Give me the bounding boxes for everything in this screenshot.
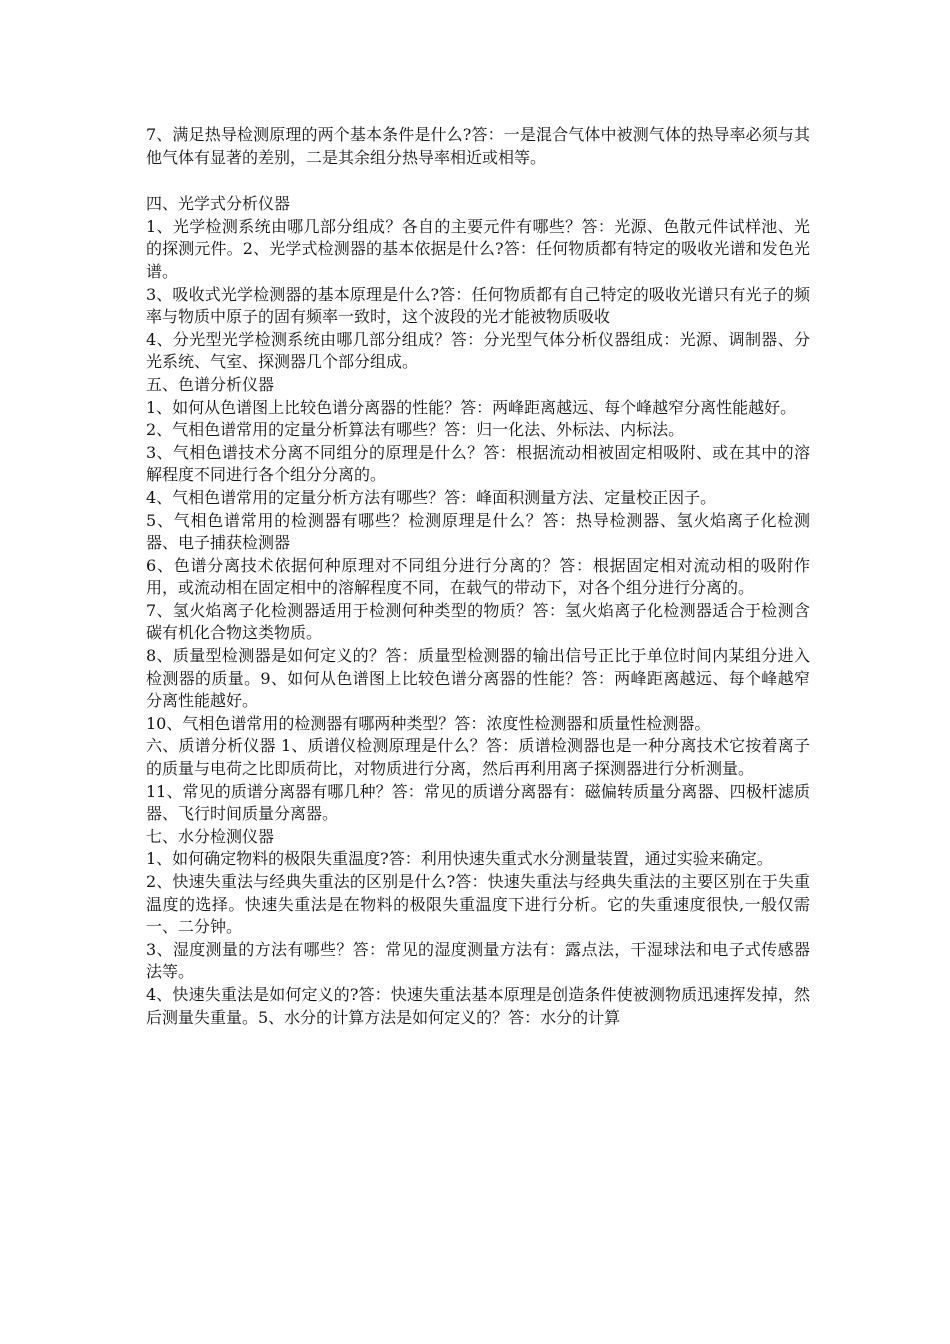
paragraph-q7-thermal: 7、满足热导检测原理的两个基本条件是什么?答：一是混合气体中被测气体的热导率必须与其他气体有显著的差别，二是其余组分热导率相近或相等。 [146, 125, 810, 167]
section-heading-chromatography: 五、色谱分析仪器 [146, 374, 275, 394]
paragraph-chroma-q8-q9: 8、质量型检测器是如何定义的？答：质量型检测器的输出信号正比于单位时间内某组分进入检测器的质量。9、如何从色谱图上比较色谱分离器的性能？答：两峰距离越远、每个峰越窄分离性能越好。 [146, 646, 810, 711]
paragraph-chroma-q6: 6、色谱分离技术依据何种原理对不同组分进行分离的？答：根据固定相对流动相的吸附作用，或流动相在固定相中的溶解程度不同，在载气的带动下，对各个组分进行分离的。 [146, 555, 810, 598]
document-page [146, 124, 810, 1029]
paragraph-moisture-q4-q5: 4、快速失重法是如何定义的?答：快速失重法基本原理是创造条件使被测物质迅速挥发掉，然后测量失重量。5、水分的计算方法是如何定义的？答：水分的计算 [146, 984, 810, 1027]
paragraph-chroma-q7: 7、氢火焰离子化检测器适用于检测何种类型的物质？答：氢火焰离子化检测器适合于检测含碳有机化合物这类物质。 [146, 600, 810, 643]
section-heading-moisture: 七、水分检测仪器 [146, 826, 275, 846]
paragraph-optical-q1-q2: 1、光学检测系统由哪几部分组成？各自的主要元件有哪些？答：光源、色散元件试样池、光的探测元件。2、光学式检测器的基本依据是什么?答：任何物质都有特定的吸收光谱和发色光谱。 [146, 216, 810, 281]
paragraph-chroma-q5: 5、气相色谱常用的检测器有哪些？检测原理是什么？答：热导检测器、氢火焰离子化检测器、电子捕获检测器 [146, 510, 810, 553]
paragraph-mass-spec-q1: 六、质谱分析仪器 1、质谱仪检测原理是什么？答：质谱检测器也是一种分离技术它按着离子的质量与电荷之比即质荷比，对物质进行分离，然后再利用离子探测器进行分析测量。 [146, 736, 810, 779]
paragraph-moisture-q3: 3、湿度测量的方法有哪些？答：常见的湿度测量方法有：露点法，干湿球法和电子式传感器法等。 [146, 939, 810, 982]
paragraph-gap [146, 169, 810, 193]
paragraph-chroma-q1: 1、如何从色谱图上比较色谱分离器的性能？答：两峰距离越远、每个峰越窄分离性能越好。 [146, 397, 797, 417]
paragraph-chroma-q4: 4、气相色谱常用的定量分析方法有哪些？答：峰面积测量方法、定量校正因子。 [146, 487, 717, 507]
paragraph-chroma-q2: 2、气相色谱常用的定量分析算法有哪些？答：归一化法、外标法、内标法。 [146, 420, 685, 440]
paragraph-optical-q3: 3、吸收式光学检测器的基本原理是什么?答：任何物质都有自己特定的吸收光谱只有光子的频率与物质中原子的固有频率一致时，这个波段的光才能被物质吸收 [146, 284, 810, 327]
paragraph-mass-spec-q11: 11、常见的质谱分离器有哪几种？答：常见的质谱分离器有：磁偏转质量分离器、四极杆滤质器、飞行时间质量分离器。 [146, 781, 810, 824]
paragraph-chroma-q10: 10、气相色谱常用的检测器有哪两种类型？答：浓度性检测器和质量性检测器。 [146, 713, 711, 733]
paragraph-chroma-q3: 3、气相色谱技术分离不同组分的原理是什么？答：根据流动相被固定相吸附、或在其中的溶解程度不同进行各个组分分离的。 [146, 442, 810, 485]
paragraph-moisture-q1: 1、如何确定物料的极限失重温度?答：利用快速失重式水分测量装置，通过实验来确定。 [146, 849, 773, 869]
paragraph-optical-q4: 4、分光型光学检测系统由哪几部分组成？答：分光型气体分析仪器组成：光源、调制器、分光系统、气室、探测器几个部分组成。 [146, 329, 810, 372]
paragraph-moisture-q2: 2、快速失重法与经典失重法的区别是什么?答：快速失重法与经典失重法的主要区别在于失重温度的选择。快速失重法是在物料的极限失重温度下进行分析。它的失重速度很快,一般仅需一、二分钟。 [146, 872, 810, 937]
section-heading-optical: 四、光学式分析仪器 [146, 194, 291, 214]
